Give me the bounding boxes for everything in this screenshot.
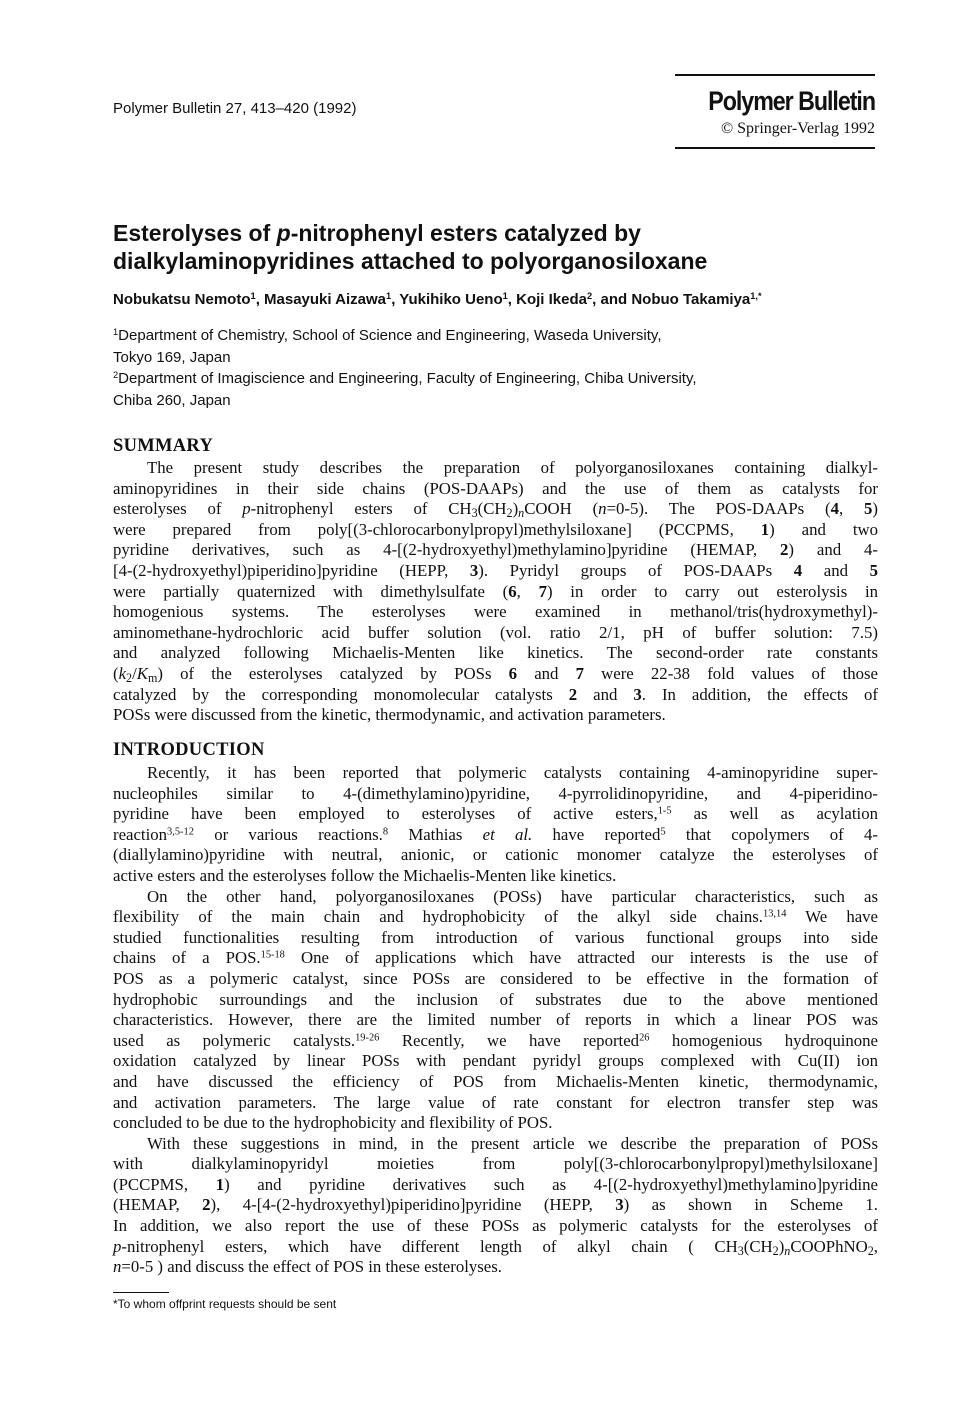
text-line: The present study describes the preparation of polyorganosiloxanes containing dialkyl- xyxy=(147,458,878,477)
text-line: reaction$^{3,5-12}$ or various reactions.$^8$ Mathias et al. have reported$^5$ that copolymers of 4- xyxy=(113,824,878,844)
text-line: POSs were discussed from the kinetic, thermodynamic, and activation parameters. xyxy=(113,705,666,725)
footnote: *To whom offprint requests should be sent xyxy=(113,1297,337,1311)
text-line: aminopyridines in their side chains (POS-DAAPs) and the use of them as catalysts for xyxy=(113,478,878,498)
text-line: In addition, we also report the use of these POSs as polymeric catalysts for the esterolyses of xyxy=(113,1216,878,1236)
text-line: (HEMAP, 2), 4-[4-(2-hydroxyethyl)piperidino]pyridine (HEPP, 3) as shown in Scheme 1. xyxy=(113,1195,878,1215)
text-line: and have discussed the efficiency of POS from Michaelis-Menten kinetic, thermodynamic, xyxy=(113,1071,878,1091)
text-line: nucleophiles similar to 4-(dimethylamino)pyridine, 4-pyrrolidinopyridine, and 4-piperidino- xyxy=(113,783,878,803)
text-line: concluded to be due to the hydrophobicity and flexibility of POS. xyxy=(113,1113,553,1133)
text-line: studied functionalities resulting from introduction of various functional groups into side xyxy=(113,927,878,947)
summary-body xyxy=(113,458,878,726)
text-line: were prepared from poly[(3-chlorocarbonylpropyl)methylsiloxane] (PCCPMS, 1) and two xyxy=(113,519,878,539)
text-line: pyridine have been employed to esterolyses of active esters,$^{1-5}$ as well as acylation xyxy=(113,804,878,824)
introduction-heading: INTRODUCTION xyxy=(113,740,265,760)
text-line: with dialkylaminopyridyl moieties from poly[(3-chlorocarbonylpropyl)methylsiloxane] xyxy=(113,1154,878,1174)
text-line: homogenious systems. The esterolyses were examined in methanol/tris(hydroxymethyl)- xyxy=(113,602,878,622)
journal-masthead xyxy=(675,74,875,149)
text-line: [4-(2-hydroxyethyl)piperidino]pyridine (HEPP, 3). Pyridyl groups of POS-DAAPs 4 and 5 xyxy=(113,560,878,580)
affiliation-line: Tokyo 169, Japan xyxy=(113,348,231,366)
paper-title xyxy=(113,219,873,275)
text-line: chains of a POS.$^{15-18}$ One of applications which have attracted our interests is the use of xyxy=(113,948,878,968)
text-line: Recently, it has been reported that polymeric catalysts containing 4-aminopyridine super- xyxy=(147,763,878,782)
text-line: active esters and the esterolyses follow the Michaelis-Menten like kinetics. xyxy=(113,865,617,885)
journal-name: Polymer Bulletin xyxy=(708,86,875,116)
text-line: catalyzed by the corresponding monomolecular catalysts 2 and 3. In addition, the effects of xyxy=(113,684,878,704)
text-line: p-nitrophenyl esters, which have different length of alkyl chain ( $CH_3(CH_2)_nCOOPhNO_2$, xyxy=(113,1236,878,1258)
text-line: With these suggestions in mind, in the present article we describe the preparation of POSs xyxy=(147,1133,878,1153)
text-line: used as polymeric catalysts.$^{19-26}$ Recently, we have reported$^{26}$ homogenious hydroquinone xyxy=(113,1030,878,1050)
journal-citation: Polymer Bulletin 27, 413–420 (1992) xyxy=(113,100,357,117)
text-line: (diallylamino)pyridine with neutral, anionic, or cationic monomer catalyze the esterolyses of xyxy=(113,845,878,865)
text-line: On the other hand, polyorganosiloxanes (POSs) have particular characteristics, such as xyxy=(147,886,878,906)
text-line: hydrophobic surroundings and the inclusion of substrates due to the above mentioned xyxy=(113,989,878,1009)
introduction-body xyxy=(113,763,878,1278)
affiliations xyxy=(113,325,893,411)
text-line: pyridine derivatives, such as 4-[(2-hydroxyethyl)methylamino]pyridine (HEMAP, 2) and 4- xyxy=(113,540,879,560)
text-line: oxidation catalyzed by linear POSs with pendant pyridyl groups complexed with Cu(II) ion xyxy=(113,1051,878,1071)
text-line: (PCCPMS, 1) and pyridine derivatives such as 4-[(2-hydroxyethyl)methylamino]pyridine xyxy=(113,1174,878,1194)
author-list: Nobukatsu Nemoto$^1$, Masayuki Aizawa$^1$, Yukihiko Ueno$^1$, Koji Ikeda$^2$, and Nobuo Takamiya$^{1,*}$ xyxy=(113,290,762,308)
text-line: flexibility of the main chain and hydrophobicity of the alkyl side chains.$^{13,14}$ We have xyxy=(113,907,878,927)
text-line: aminomethane-hydrochloric acid buffer solution (vol. ratio 2/1, pH of buffer solution: 7.5) xyxy=(113,622,878,642)
text-line: characteristics. However, there are the limited number of reports in which a linear POS was xyxy=(113,1010,878,1030)
copyright-notice: © Springer-Verlag 1992 xyxy=(720,120,875,137)
text-line: esterolyses of p-nitrophenyl esters of $CH_3(CH_2)_nCOOH$ (n=0-5). The POS-DAAPs (4, 5) xyxy=(113,499,878,521)
text-line: POS as a polymeric catalyst, since POSs are considered to be effective in the formation of xyxy=(113,968,878,988)
affiliation-line: $^2$Department of Imagiscience and Engineering, Faculty of Engineering, Chiba University, xyxy=(113,369,697,387)
title-line-1: Esterolyses of p-nitrophenyl esters catalyzed by xyxy=(113,220,641,246)
affiliation-line: $^1$Department of Chemistry, School of Science and Engineering, Waseda University, xyxy=(113,326,662,344)
footnote-rule xyxy=(113,1292,169,1293)
masthead-top-rule xyxy=(675,74,875,76)
masthead-bottom-rule xyxy=(675,147,875,149)
text-line: n=0-5 ) and discuss the effect of POS in these esterolyses. xyxy=(113,1257,502,1277)
text-line: and activation parameters. The large value of rate constant for electron transfer step was xyxy=(113,1092,878,1112)
affiliation-line: Chiba 260, Japan xyxy=(113,391,231,409)
text-line: and analyzed following Michaelis-Menten like kinetics. The second-order rate constants xyxy=(113,643,878,663)
text-line: $(k_2/K_m)$ of the esterolyses catalyzed by POSs 6 and 7 were 22-38 fold values of those xyxy=(113,663,879,685)
text-line: were partially quaternized with dimethylsulfate (6, 7) in order to carry out esterolysis in xyxy=(113,581,879,601)
title-line-2: dialkylaminopyridines attached to polyorganosiloxane xyxy=(113,248,708,274)
summary-heading: SUMMARY xyxy=(113,436,214,456)
